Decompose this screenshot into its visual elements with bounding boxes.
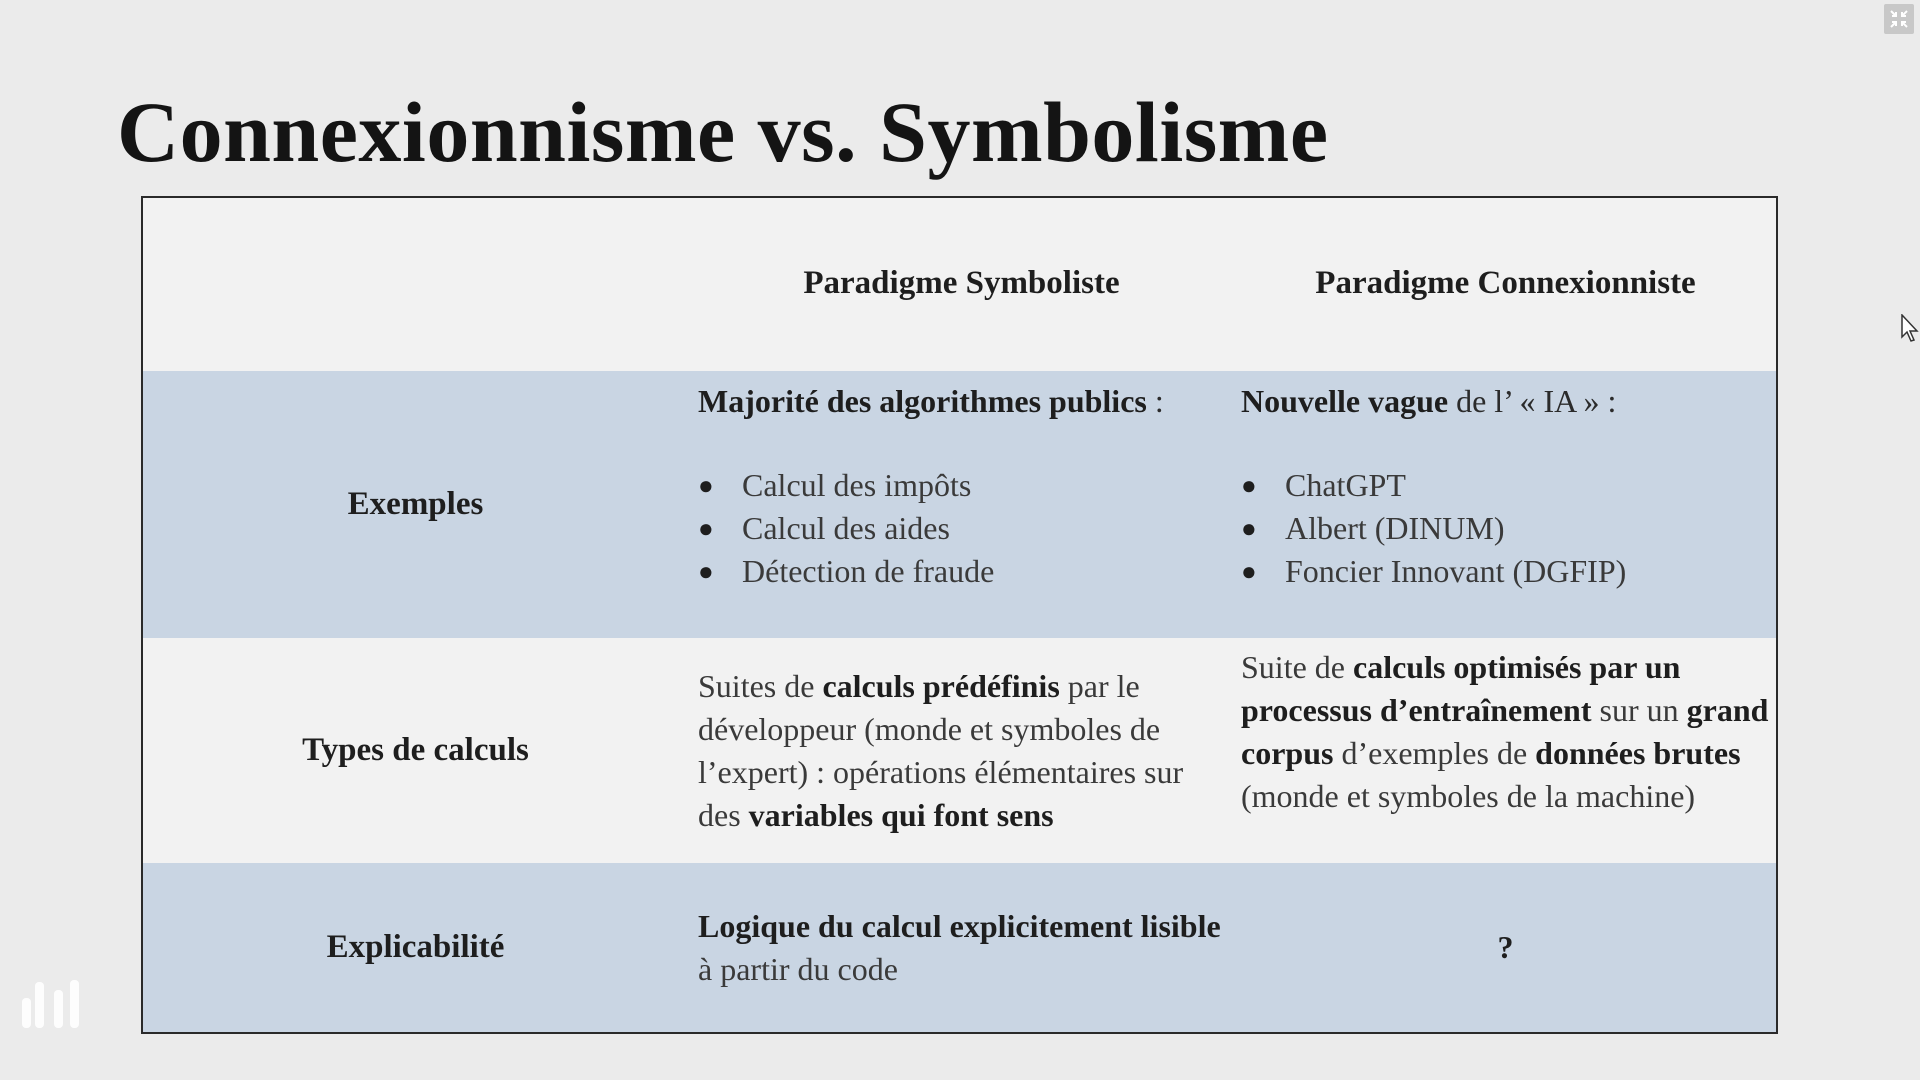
bullet-icon: ●	[698, 471, 714, 500]
institution-logo	[18, 976, 88, 1060]
bullet-icon: ●	[698, 557, 714, 586]
list-item	[1241, 507, 1770, 550]
text-run: par le développeur (monde et symboles de l’expert) : opérations élémentaires sur des	[698, 667, 1184, 833]
bullet-icon: ●	[1241, 514, 1257, 543]
column-title-connexionist: Paradigme Connexionniste	[1315, 265, 1696, 301]
text-run: Suites de	[698, 667, 823, 704]
examples-symbolist-cell	[688, 371, 1233, 638]
header-symbolist	[688, 198, 1233, 371]
text-run-bold: données brutes	[1535, 735, 1741, 771]
list-item-text: Détection de fraude	[742, 553, 995, 589]
text-run-bold: variables qui font sens	[748, 796, 1054, 833]
row-label-calculs: Types de calculs	[302, 732, 529, 768]
table-row-explicabilite	[143, 863, 1776, 1032]
list-item-text: Albert (DINUM)	[1285, 510, 1505, 546]
text-run-bold: Logique du calcul explicitement lisible	[698, 907, 1221, 944]
lead-bold: Majorité des algorithmes publics	[698, 383, 1147, 419]
calculs-connexionist-text	[1241, 646, 1770, 818]
list-item-text: Calcul des aides	[742, 510, 950, 546]
text-run: Suite de	[1241, 649, 1353, 685]
examples-symbolist-list	[698, 464, 1225, 593]
exit-fullscreen-icon[interactable]	[1884, 4, 1914, 34]
text-run: d’exemples de	[1333, 735, 1536, 771]
list-item	[698, 464, 1225, 507]
calculs-symbolist-cell	[688, 638, 1233, 863]
examples-connexionist-list	[1241, 464, 1770, 593]
lead-rest: de l’ « IA » :	[1448, 383, 1617, 419]
table-header-row	[143, 198, 1776, 371]
list-item-text: Calcul des impôts	[742, 467, 972, 503]
list-item	[1241, 550, 1770, 593]
text-run-bold: calculs optimisés par un processus d’entraînement	[1241, 649, 1681, 728]
list-item	[698, 507, 1225, 550]
bullet-icon: ●	[1241, 557, 1257, 586]
lead-rest: :	[1146, 383, 1164, 419]
header-empty-cell	[143, 198, 688, 371]
header-connexionist	[1233, 198, 1778, 371]
exit-fullscreen-glyph	[1888, 8, 1910, 30]
unknown-mark: ?	[1497, 929, 1514, 965]
calculs-connexionist-cell	[1233, 638, 1778, 863]
list-item-text: Foncier Innovant (DGFIP)	[1285, 553, 1627, 589]
list-item-text: ChatGPT	[1285, 467, 1406, 503]
bullet-icon: ●	[698, 514, 714, 543]
examples-connexionist-cell	[1233, 371, 1778, 638]
mouse-cursor-icon	[1901, 314, 1920, 344]
explicabilite-connexionist-cell	[1233, 863, 1778, 1032]
logo-mark-icon	[18, 976, 88, 1032]
examples-symbolist-lead	[698, 380, 1225, 422]
table-row-examples	[143, 371, 1776, 638]
text-run-bold: calculs prédéfinis	[822, 667, 1060, 704]
bullet-icon: ●	[1241, 471, 1257, 500]
text-run-bold: grand corpus	[1241, 692, 1769, 771]
list-item	[1241, 464, 1770, 507]
column-title-symbolist: Paradigme Symboliste	[803, 265, 1120, 301]
explicabilite-symbolist-text	[698, 905, 1225, 991]
table-row-calculs	[143, 638, 1776, 863]
text-run: (monde et symboles de la machine)	[1241, 778, 1696, 814]
list-item	[698, 550, 1225, 593]
calculs-symbolist-text	[698, 665, 1225, 837]
text-run: sur un	[1591, 692, 1687, 728]
row-label-explicabilite: Explicabilité	[326, 929, 505, 965]
examples-connexionist-lead	[1241, 380, 1770, 422]
slide-title: Connexionnisme vs. Symbolisme	[117, 84, 1329, 180]
comparison-table	[141, 196, 1778, 1034]
text-run: à partir du code	[698, 950, 898, 987]
row-label-examples: Exemples	[347, 486, 484, 522]
lead-bold: Nouvelle vague	[1241, 383, 1449, 419]
explicabilite-symbolist-cell	[688, 863, 1233, 1032]
